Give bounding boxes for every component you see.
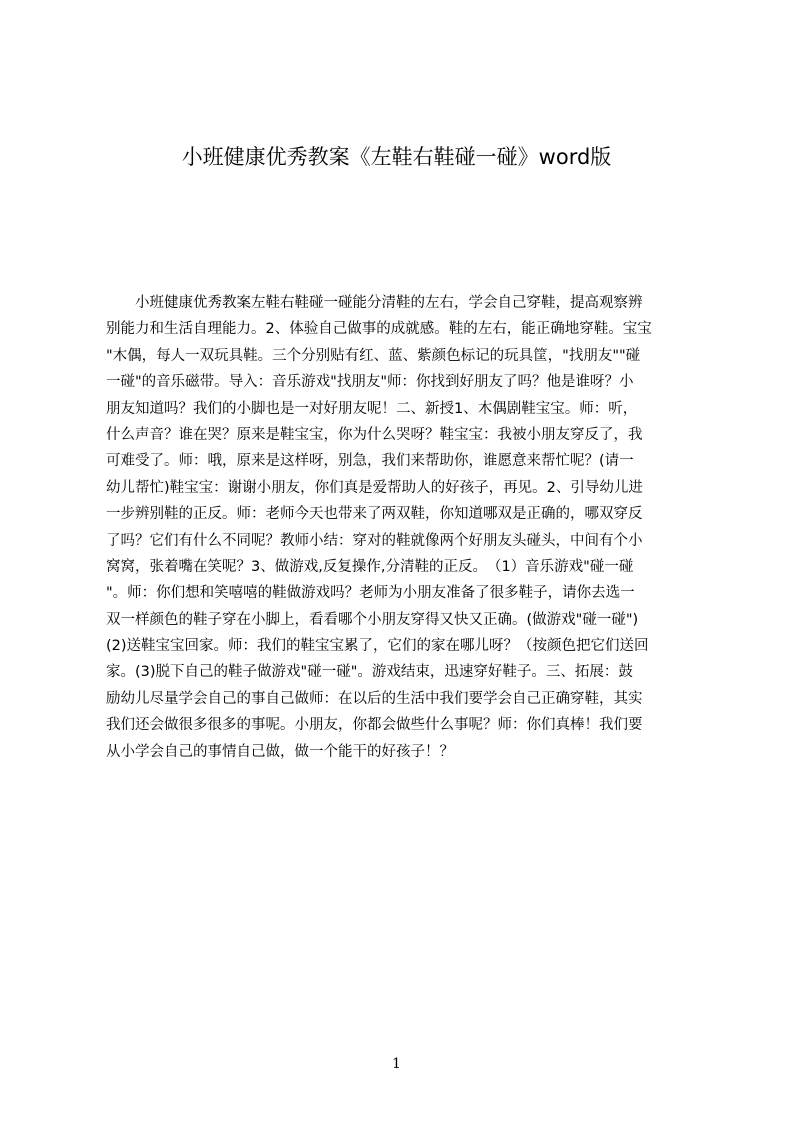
body-line: 了吗？它们有什么不同呢？教师小结：穿对的鞋就像两个好朋友头碰头，中间有个小	[106, 532, 643, 549]
body-line: 小班健康优秀教案左鞋右鞋碰一碰能分清鞋的左右，学会自己穿鞋，提高观察辨	[106, 295, 643, 311]
body-line: (2)送鞋宝宝回家。师：我们的鞋宝宝累了，它们的家在哪儿呀？（按颜色把它们送回	[106, 638, 649, 655]
body-line: "。师：你们想和笑嘻嘻的鞋做游戏吗？老师为小朋友准备了很多鞋子，请你去选一	[106, 585, 635, 602]
body-line: 我们还会做很多很多的事呢。小朋友，你都会做些什么事呢？师：你们真棒！我们要	[106, 717, 643, 734]
body-line: 从小学会自己的事情自己做，做一个能干的好孩子！？	[106, 743, 454, 760]
body-line: 励幼儿尽量学会自己的事自己做师：在以后的生活中我们要学会自己正确穿鞋，其实	[106, 690, 643, 707]
body-line: 什么声音？谁在哭？原来是鞋宝宝，你为什么哭呀？鞋宝宝：我被小朋友穿反了，我	[106, 426, 643, 443]
body-line: "木偶，每人一双玩具鞋。三个分别贴有红、蓝、紫颜色标记的玩具筐，"找朋友""碰	[106, 347, 641, 364]
document-body	[106, 290, 697, 765]
document-title: 小班健康优秀教案《左鞋右鞋碰一碰》word版	[181, 145, 612, 169]
body-line: 家。(3)脱下自己的鞋子做游戏"碰一碰"。游戏结束，迅速穿好鞋子。三、拓展：鼓	[106, 664, 633, 681]
body-line: 幼儿帮忙)鞋宝宝：谢谢小朋友，你们真是爱帮助人的好孩子，再见。2、引导幼儿进	[106, 479, 643, 496]
body-line: 双一样颜色的鞋子穿在小脚上，看看哪个小朋友穿得又快又正确。(做游戏"碰一碰")	[106, 611, 639, 628]
body-line: 别能力和生活自理能力。2、体验自己做事的成就感。鞋的左右，能正确地穿鞋。宝宝	[106, 321, 652, 338]
body-line: 朋友知道吗？我们的小脚也是一对好朋友呢！二、新授1、木偶剧鞋宝宝。师：听，	[106, 400, 638, 417]
page-number: 1	[392, 1056, 401, 1072]
body-line: 一步辨别鞋的正反。师：老师今天也带来了两双鞋，你知道哪双是正确的，哪双穿反	[106, 506, 643, 523]
body-line: 可难受了。师：哦，原来是这样呀，别急，我们来帮助你，谁愿意来帮忙呢？(请一	[106, 453, 634, 470]
body-line: 一碰"的音乐磁带。导入：音乐游戏"找朋友"师：你找到好朋友了吗？他是谁呀？小	[106, 374, 634, 391]
body-line: 窝窝，张着嘴在笑呢？3、做游戏,反复操作,分清鞋的正反。 （1）音乐游戏"碰一碰	[106, 558, 634, 575]
